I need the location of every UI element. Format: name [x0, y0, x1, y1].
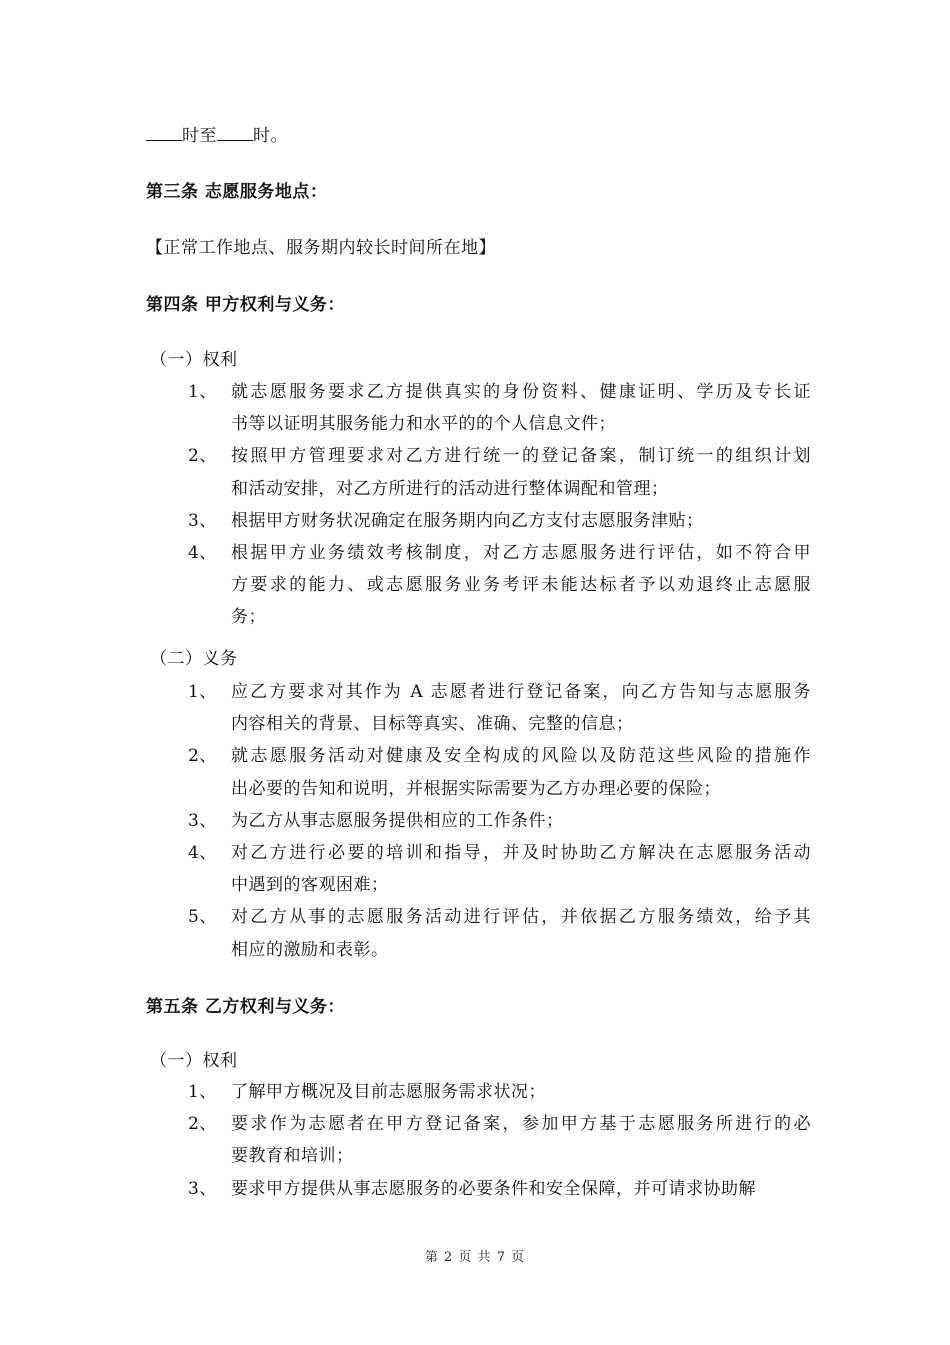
list-item-number: 3、 — [188, 1178, 217, 1199]
list-item-number: 5、 — [188, 907, 217, 928]
list-item-text-line: 为乙方从事志愿服务提供相应的工作条件； — [231, 810, 564, 831]
article4-duties-label: （二）义务 — [150, 649, 238, 669]
blank-start-hour[interactable] — [146, 124, 182, 141]
list-item-text-line: 和活动安排，对乙方所进行的活动进行整体调配和管理； — [231, 478, 669, 499]
list-item-number: 4、 — [188, 843, 217, 863]
list-item-number: 3、 — [188, 810, 217, 831]
list-item-text-line: 了解甲方概况及目前志愿服务需求状况； — [231, 1082, 546, 1102]
list-item-text-line: 对乙方进行必要的培训和指导，并及时协助乙方解决在志愿服务活动 — [231, 843, 811, 863]
list-item-text-line: 就志愿服务活动对健康及安全构成的风险以及防范这些风险的措施作 — [231, 746, 811, 767]
list-item-text-line: 内容相关的背景、目标等真实、准确、完整的信息； — [231, 714, 634, 735]
list-item-number: 4、 — [188, 543, 217, 563]
list-item-text-line: 就志愿服务要求乙方提供真实的身份资料、健康证明、学历及专长证 — [231, 382, 811, 402]
list-item-text-line: 要求作为志愿者在甲方登记备案，参加甲方基于志愿服务所进行的必 — [231, 1114, 811, 1135]
article5-heading: 第五条 乙方权利与义务： — [146, 997, 345, 1017]
time-text-1: 时至 — [182, 126, 217, 146]
list-item-text-line: 方要求的能力、或志愿服务业务考评未能达标者予以劝退终止志愿服 — [231, 575, 811, 596]
list-item-text-line: 要求甲方提供从事志愿服务的必要条件和安全保障，并可请求协助解 — [231, 1178, 756, 1199]
article3-heading: 第三条 志愿服务地点： — [146, 182, 328, 202]
list-item-number: 1、 — [188, 1082, 217, 1102]
page-footer: 第 2 页 共 7 页 — [424, 1250, 526, 1265]
list-item-text-line: 按照甲方管理要求对乙方进行统一的登记备案，制订统一的组织计划 — [231, 446, 811, 467]
list-item-text-line: 要教育和培训； — [231, 1146, 354, 1167]
article4-rights-label: （一）权利 — [150, 350, 238, 370]
list-item-text-line: 出必要的告知和说明，并根据实际需要为乙方办理必要的保险； — [231, 778, 721, 799]
time-text-2: 时。 — [253, 126, 288, 146]
article4-heading: 第四条 甲方权利与义务： — [146, 295, 345, 315]
list-item-number: 1、 — [188, 682, 217, 702]
blank-end-hour[interactable] — [217, 124, 253, 141]
article3-body: 【正常工作地点、服务期内较长时间所在地】 — [146, 238, 496, 258]
list-item-text-line: 对乙方从事的志愿服务活动进行评估，并依据乙方服务绩效，给予其 — [231, 907, 811, 928]
list-item-text-line: 书等以证明其服务能力和水平的的个人信息文件； — [231, 414, 616, 435]
list-item-text-line: 中遇到的客观困难； — [231, 875, 389, 896]
list-item-text-line: 根据甲方业务绩效考核制度，对乙方志愿服务进行评估，如不符合甲 — [231, 543, 811, 563]
list-item-number: 2、 — [188, 446, 217, 467]
list-item-number: 1、 — [188, 382, 217, 402]
list-item-number: 2、 — [188, 746, 217, 767]
article5-rights-label: （一）权利 — [150, 1051, 238, 1071]
list-item-text-line: 根据甲方财务状况确定在服务期内向乙方支付志愿服务津贴； — [231, 510, 704, 531]
list-item-text-line: 应乙方要求对其作为 A 志愿者进行登记备案，向乙方告知与志愿服务 — [231, 682, 811, 702]
list-item-text-line: 务； — [231, 607, 266, 628]
list-item-text-line: 相应的激励和表彰。 — [231, 939, 389, 960]
list-item-number: 2、 — [188, 1114, 217, 1135]
list-item-number: 3、 — [188, 510, 217, 531]
time-range-line — [146, 124, 288, 148]
